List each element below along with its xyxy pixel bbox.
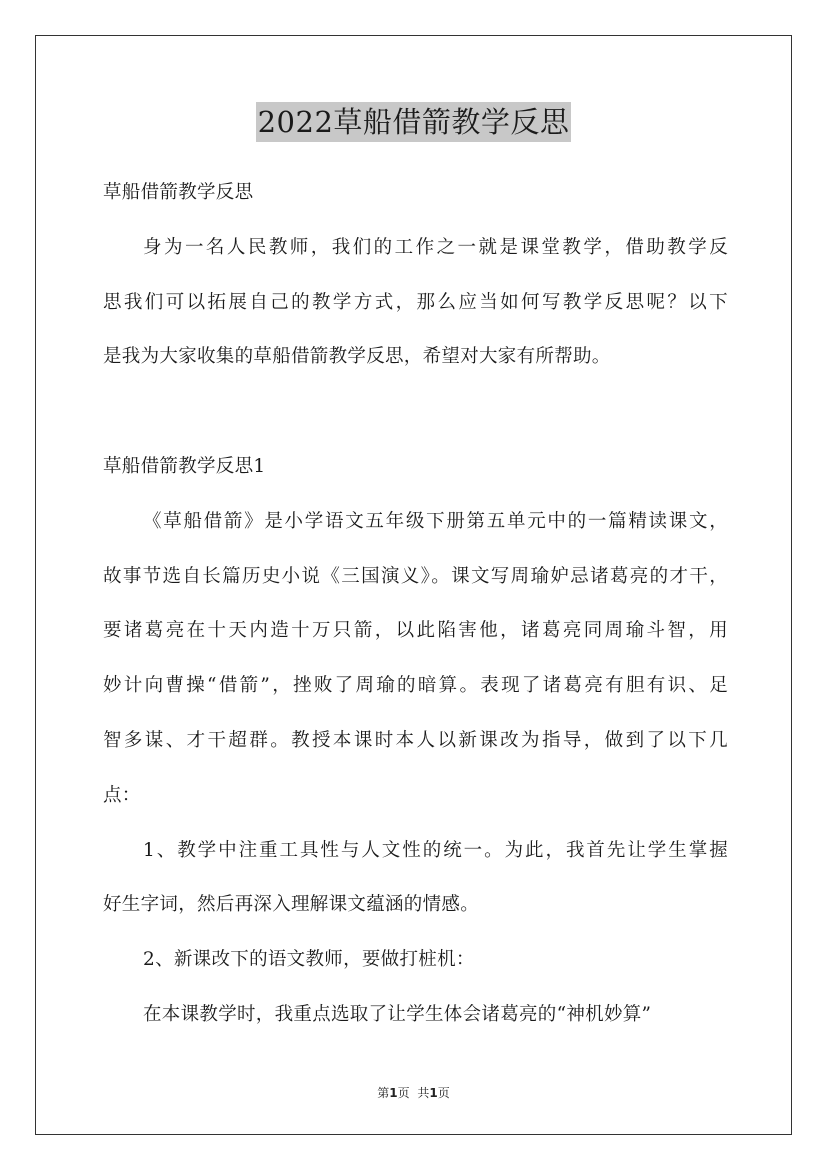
paragraph-line: 智多谋、才干超群。教授本课时本人以新课改为指导，做到了以下几 bbox=[103, 729, 728, 751]
blank-line bbox=[103, 397, 728, 452]
document-body bbox=[103, 178, 728, 1055]
page-number: 1 bbox=[389, 1086, 398, 1100]
paragraph-line: 在本课教学时，我重点选取了让学生体会诸葛亮的“神机妙算” bbox=[143, 1003, 652, 1025]
paragraph-line: 要诸葛亮在十天内造十万只箭，以此陷害他，诸葛亮同周瑜斗智，用 bbox=[103, 620, 728, 642]
page-prefix: 第 bbox=[377, 1086, 390, 1100]
section-heading: 草船借箭教学反思1 bbox=[103, 455, 266, 477]
paragraph-line: 好生字词，然后再深入理解课文蕴涵的情感。 bbox=[103, 894, 480, 916]
paragraph-line: 2、新课改下的语文教师，要做打桩机： bbox=[143, 949, 475, 971]
paragraph-line: 《草船借箭》是小学语文五年级下册第五单元中的一篇精读课文， bbox=[143, 510, 728, 532]
paragraph-line: 思我们可以拓展自己的教学方式，那么应当如何写教学反思呢？以下 bbox=[103, 291, 728, 313]
page-footer bbox=[0, 1084, 827, 1101]
total-pages: 1 bbox=[429, 1086, 438, 1100]
section-heading: 草船借箭教学反思 bbox=[103, 182, 254, 203]
paragraph-line: 故事节选自长篇历史小说《三国演义》。课文写周瑜妒忌诸葛亮的才干， bbox=[103, 565, 728, 587]
paragraph-line: 妙计向曹操“借箭”，挫败了周瑜的暗算。表现了诸葛亮有胆有识、足 bbox=[103, 675, 728, 697]
document-title: 2022草船借箭教学反思 bbox=[256, 102, 572, 142]
page-suffix: 页 bbox=[397, 1086, 410, 1100]
paragraph-line: 点： bbox=[103, 784, 141, 806]
paragraph-line: 身为一名人民教师，我们的工作之一就是课堂教学，借助教学反 bbox=[143, 236, 728, 258]
total-suffix: 页 bbox=[437, 1086, 450, 1100]
paragraph-line: 是我为大家收集的草船借箭教学反思，希望对大家有所帮助。 bbox=[103, 346, 611, 368]
total-prefix: 共 bbox=[417, 1086, 430, 1100]
paragraph-line: 1、教学中注重工具性与人文性的统一。为此，我首先让学生掌握 bbox=[143, 839, 728, 861]
title-container bbox=[0, 102, 827, 142]
